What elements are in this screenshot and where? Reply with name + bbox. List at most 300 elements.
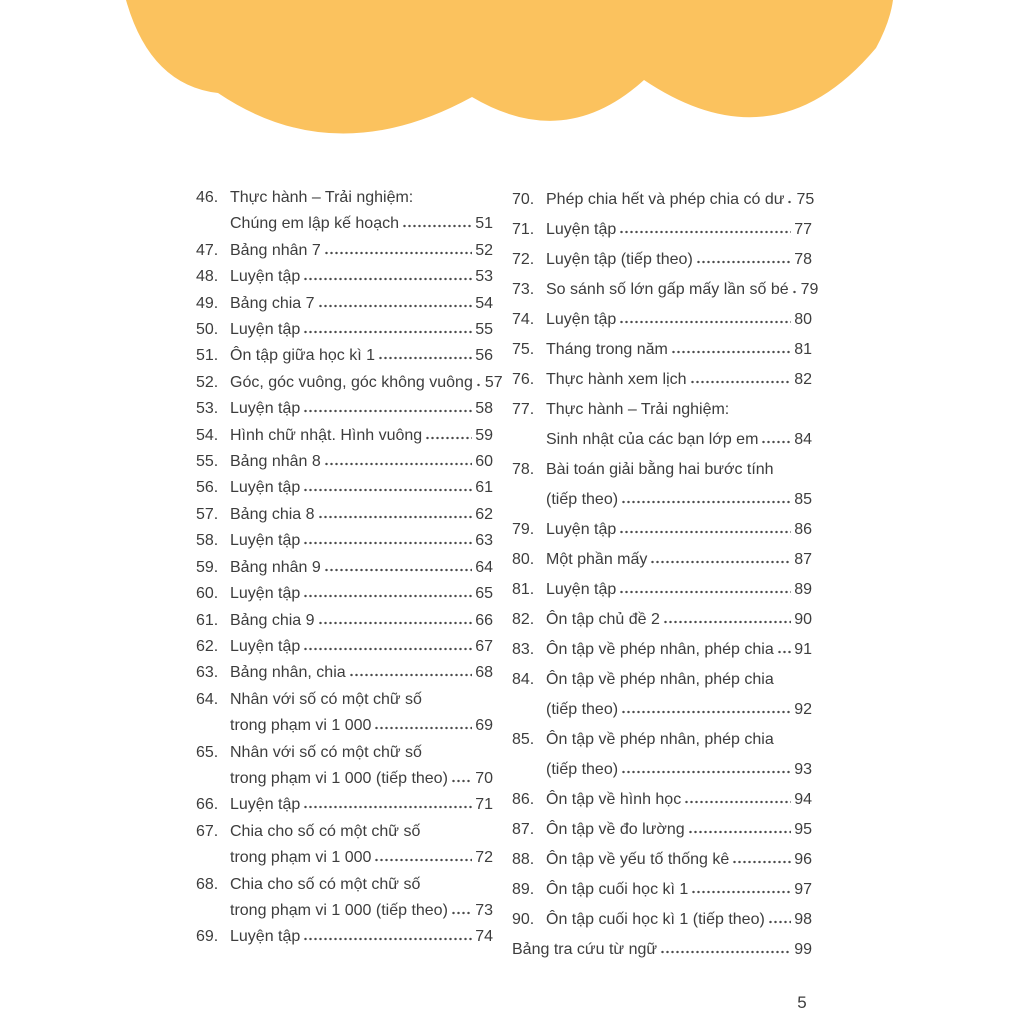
toc-entry-content (230, 660, 493, 686)
toc-entry (196, 264, 493, 290)
toc-entry-line (230, 528, 493, 554)
toc-entry-line (546, 245, 812, 275)
dotted-leader (303, 330, 472, 334)
toc-entry-content (546, 455, 812, 515)
toc-entry-title: Luyện tập (230, 928, 301, 946)
dotted-leader (691, 890, 791, 894)
toc-entry-page: 74 (475, 928, 493, 946)
toc-entry-line (230, 555, 493, 581)
toc-entry (512, 275, 819, 305)
dotted-leader (324, 568, 472, 572)
toc-entry-content (230, 475, 493, 501)
toc-entry-number: 78. (512, 461, 535, 478)
dotted-leader (303, 647, 472, 651)
toc-entry-page: 79 (800, 281, 819, 298)
toc-entry-page: 57 (484, 373, 503, 391)
toc-entry-page: 90 (794, 611, 812, 628)
toc-entry-line (546, 365, 812, 395)
toc-entry-content (546, 575, 812, 605)
toc-entry-page: 78 (794, 251, 812, 268)
toc-entry-page: 80 (794, 311, 812, 328)
toc-entry-line (546, 635, 812, 665)
toc-entry-line (546, 215, 812, 245)
toc-entry-page: 99 (794, 941, 812, 958)
toc-entry-line (230, 343, 493, 369)
toc-entry (196, 660, 493, 686)
toc-entry-line (230, 502, 493, 528)
toc-entry-content (546, 305, 812, 335)
dotted-leader (621, 710, 791, 714)
toc-entry-number: 88. (512, 851, 535, 868)
toc-entry-page: 59 (475, 426, 493, 444)
dotted-leader (402, 224, 472, 228)
toc-entry-title: Sinh nhật của các bạn lớp em (546, 431, 759, 448)
toc-entry-page: 52 (475, 241, 493, 259)
toc-entry-number: 59. (196, 558, 219, 576)
toc-entry-title: Bảng chia 7 (230, 294, 315, 312)
toc-entry (196, 317, 493, 343)
toc-entry-line (230, 634, 493, 660)
toc-entry-line (546, 335, 812, 365)
toc-entry-line (546, 425, 812, 455)
toc-entry-number: 82. (512, 611, 535, 628)
toc-entry-title: Luyện tập (230, 532, 301, 550)
dotted-leader (303, 594, 472, 598)
toc-entry-title: Luyện tập (230, 321, 301, 339)
toc-entry-title: Bài toán giải bằng hai bước tính (546, 461, 774, 478)
toc-entry-content (230, 370, 503, 396)
toc-entry-content (546, 545, 812, 575)
toc-entry-title: Bảng chia 9 (230, 611, 315, 629)
toc-entry (512, 545, 812, 575)
toc-entry (196, 872, 493, 925)
toc-entry-page: 69 (475, 717, 493, 735)
toc-entry (512, 815, 812, 845)
toc-entry-number: 81. (512, 581, 535, 598)
toc-entry-line (546, 305, 812, 335)
toc-entry-line (230, 766, 493, 792)
toc-entry-page: 55 (475, 321, 493, 339)
toc-entry-line (546, 185, 815, 215)
toc-entry-title: Ôn tập về phép nhân, phép chia (546, 671, 774, 688)
toc-entry-number: 61. (196, 611, 219, 629)
dotted-leader (619, 590, 791, 594)
toc-entry-content (230, 872, 493, 925)
toc-entry-content (230, 924, 493, 950)
toc-entry-content (230, 317, 493, 343)
toc-entry-title: So sánh số lớn gấp mấy lần số bé (546, 281, 789, 298)
toc-entry-content (230, 581, 493, 607)
toc-entry-content (230, 555, 493, 581)
dotted-leader (619, 230, 791, 234)
toc-entry-number: 50. (196, 321, 219, 339)
toc-entry-page: 95 (794, 821, 812, 838)
toc-entry-page: 93 (794, 761, 812, 778)
toc-entry-title: Luyện tập (546, 311, 617, 328)
toc-entry-line (546, 545, 812, 575)
toc-entry (512, 785, 812, 815)
toc-entry-content (230, 687, 493, 740)
toc-entry-page: 73 (475, 901, 493, 919)
toc-entry-page: 84 (794, 431, 812, 448)
cloud-banner (0, 0, 1024, 180)
dotted-leader (374, 858, 472, 862)
toc-entry (512, 365, 812, 395)
dotted-leader (378, 356, 472, 360)
toc-entry-line (546, 605, 812, 635)
toc-entry-title: Ôn tập chủ đề 2 (546, 611, 660, 628)
dotted-leader (619, 530, 791, 534)
dotted-leader (688, 830, 792, 834)
toc-entry-content (230, 502, 493, 528)
toc-entry-content (546, 725, 812, 785)
toc-entry (196, 291, 493, 317)
toc-entry (196, 687, 493, 740)
toc-entry-number: 83. (512, 641, 535, 658)
toc-entry-number: 84. (512, 671, 535, 688)
toc-entry-title: Thực hành xem lịch (546, 371, 687, 388)
toc-entry-content (230, 792, 493, 818)
toc-entry (196, 185, 493, 238)
dotted-leader (303, 409, 472, 413)
toc-entry-number: 68. (196, 875, 219, 893)
toc-entry-title: Luyện tập (546, 221, 617, 238)
toc-entry-line (546, 485, 812, 515)
toc-entry-page: 60 (475, 453, 493, 471)
toc-entry-page: 98 (794, 911, 812, 928)
toc-entry-line (230, 238, 493, 264)
dotted-leader (451, 779, 472, 783)
toc-entry-number: 65. (196, 743, 219, 761)
toc-entry (196, 581, 493, 607)
toc-entry-title: Bảng tra cứu từ ngữ (512, 941, 658, 958)
toc-entry-title: (tiếp theo) (546, 701, 619, 718)
dotted-leader (303, 937, 472, 941)
toc-entry-title: trong phạm vi 1 000 (tiếp theo) (230, 901, 448, 919)
dotted-leader (621, 770, 791, 774)
toc-entry-number: 54. (196, 426, 219, 444)
toc-entry (196, 370, 503, 396)
dotted-leader (303, 805, 472, 809)
toc-entry-line (230, 924, 493, 950)
toc-entry (512, 335, 812, 365)
toc-entry-line (546, 845, 812, 875)
toc-entry-title: Luyện tập (tiếp theo) (546, 251, 693, 268)
toc-entry-content (230, 238, 493, 264)
dotted-leader (303, 277, 472, 281)
toc-entry-title: Ôn tập về phép nhân, phép chia (546, 731, 774, 748)
toc-entry-content (230, 264, 493, 290)
toc-entry-content (230, 449, 493, 475)
toc-entry-number: 62. (196, 637, 219, 655)
toc-entry-title: Bảng nhân 7 (230, 241, 321, 259)
toc-entry-page: 70 (475, 769, 493, 787)
toc-entry-title: Ôn tập về hình học (546, 791, 682, 808)
toc-entry-number: 51. (196, 347, 219, 365)
toc-entry-line (230, 713, 493, 739)
toc-entry-page: 72 (475, 849, 493, 867)
toc-entry-page: 56 (475, 347, 493, 365)
toc-entry-line (230, 264, 493, 290)
toc-entry-content (546, 605, 812, 635)
toc-entry (512, 185, 815, 215)
toc-entry-title: trong phạm vi 1 000 (230, 717, 372, 735)
toc-entry-number: 46. (196, 189, 219, 206)
toc-entry-page: 68 (475, 664, 493, 682)
toc-entry-title: Thực hành – Trải nghiệm: (230, 189, 414, 206)
toc-entry-content (546, 875, 812, 905)
toc-entry (196, 634, 493, 660)
toc-entry-number: 56. (196, 479, 219, 497)
toc-entry-number: 75. (512, 341, 535, 358)
toc-entry (512, 455, 812, 515)
toc-entry-number: 58. (196, 532, 219, 550)
toc-entry-line (546, 575, 812, 605)
toc-entry-line (230, 449, 493, 475)
dotted-leader (374, 726, 472, 730)
toc-entry-line (546, 515, 812, 545)
dotted-leader (761, 440, 791, 444)
toc-entry-content (230, 396, 493, 422)
toc-entry-page: 61 (475, 479, 493, 497)
toc-entry-page: 87 (794, 551, 812, 568)
toc-entry-title: Luyện tập (230, 400, 301, 418)
toc-entry-number: 72. (512, 251, 535, 268)
dotted-leader (777, 650, 791, 654)
toc-entry (196, 343, 493, 369)
toc-entry-line (230, 370, 503, 396)
toc-entry-number: 69. (196, 928, 219, 946)
toc-entry-title: Ôn tập về yếu tố thống kê (546, 851, 730, 868)
toc-entry-title: (tiếp theo) (546, 761, 619, 778)
toc-entry-line (230, 792, 493, 818)
toc-entry-title: Ôn tập về đo lường (546, 821, 685, 838)
toc-entry-content (546, 395, 812, 455)
dotted-leader (690, 380, 792, 384)
toc-entry-page: 63 (475, 532, 493, 550)
toc-entry-content (546, 335, 812, 365)
toc-entry (512, 875, 812, 905)
toc-entry-title: Bảng nhân 9 (230, 558, 321, 576)
toc-entry-title: Một phần mấy (546, 551, 648, 568)
toc-entry-title: Bảng chia 8 (230, 505, 315, 523)
toc-entry-page: 91 (794, 641, 812, 658)
toc-entry (512, 725, 812, 785)
toc-entry-number: 85. (512, 731, 535, 748)
toc-entry-title: Ôn tập về phép nhân, phép chia (546, 641, 774, 658)
toc-entry-content (546, 185, 815, 215)
toc-entry (196, 740, 493, 793)
toc-entry-title: Luyện tập (230, 479, 301, 497)
dotted-leader (303, 488, 472, 492)
dotted-leader (318, 621, 473, 625)
toc-entry-content (230, 185, 493, 238)
toc-entry (512, 635, 812, 665)
toc-entry (512, 935, 812, 965)
toc-entry-line (546, 875, 812, 905)
toc-entry-content (512, 935, 812, 965)
toc-entry-page: 82 (794, 371, 812, 388)
toc-left-column (196, 185, 503, 951)
toc-entry-title: Chia cho số có một chữ số (230, 875, 421, 893)
toc-entry-number: 80. (512, 551, 535, 568)
toc-entry-line (512, 935, 812, 965)
toc-entry-page: 53 (475, 268, 493, 286)
dotted-leader (476, 383, 482, 387)
dotted-leader (318, 304, 473, 308)
toc-entry-content (546, 365, 812, 395)
toc-entry-content (546, 245, 812, 275)
dotted-leader (660, 950, 791, 954)
toc-entry-number: 73. (512, 281, 535, 298)
toc-entry-title: Tháng trong năm (546, 341, 668, 358)
toc-entry-title: (tiếp theo) (546, 491, 619, 508)
dotted-leader (621, 500, 791, 504)
toc-entry-title: Ôn tập giữa học kì 1 (230, 347, 376, 365)
dotted-leader (425, 436, 472, 440)
toc-entry-content (546, 515, 812, 545)
dotted-leader (619, 320, 791, 324)
toc-entry-title: Chia cho số có một chữ số (230, 822, 421, 840)
toc-entry-page: 86 (794, 521, 812, 538)
dotted-leader (732, 860, 791, 864)
toc-entry-line (230, 423, 493, 449)
toc-entry-line (230, 475, 493, 501)
toc-entry-title: Thực hành – Trải nghiệm: (546, 401, 730, 418)
toc-entry-title: Ôn tập cuối học kì 1 (tiếp theo) (546, 911, 765, 928)
toc-entry-page: 85 (794, 491, 812, 508)
toc-entry-number: 66. (196, 796, 219, 814)
toc-entry-content (230, 343, 493, 369)
toc-entry-title: Nhân với số có một chữ số (230, 690, 422, 708)
toc-entry-number: 63. (196, 664, 219, 682)
toc-entry-line (546, 695, 812, 725)
toc-entry-content (546, 845, 812, 875)
dotted-leader (663, 620, 791, 624)
cloud-shape (126, 0, 893, 134)
toc-entry-number: 87. (512, 821, 535, 838)
dotted-leader (671, 350, 791, 354)
toc-entry-line (546, 785, 812, 815)
toc-entry-number: 89. (512, 881, 535, 898)
toc-entry-number: 90. (512, 911, 535, 928)
toc-entry-content (546, 635, 812, 665)
toc-entry-line (230, 845, 493, 871)
toc-entry-number: 55. (196, 453, 219, 471)
toc-entry (196, 528, 493, 554)
toc-entry-title: Luyện tập (230, 796, 301, 814)
toc-entry-number: 79. (512, 521, 535, 538)
toc-entry-number: 49. (196, 294, 219, 312)
toc-entry-content (230, 634, 493, 660)
toc-entry (512, 305, 812, 335)
toc-entry-number: 70. (512, 191, 535, 208)
toc-entry-line (546, 755, 812, 785)
dotted-leader (787, 200, 793, 204)
toc-entry-page: 66 (475, 611, 493, 629)
toc-entry-number: 64. (196, 690, 219, 708)
toc-right-column (512, 185, 819, 965)
toc-entry-content (230, 291, 493, 317)
toc-entry-line (230, 396, 493, 422)
toc-entry-title: Hình chữ nhật. Hình vuông (230, 426, 423, 444)
toc-entry-line (230, 608, 493, 634)
toc-entry (196, 475, 493, 501)
toc-entry-title: trong phạm vi 1 000 (230, 849, 372, 867)
toc-entry-title: Luyện tập (230, 585, 301, 603)
dotted-leader (303, 541, 472, 545)
toc-entry-page: 89 (794, 581, 812, 598)
toc-entry-page: 64 (475, 558, 493, 576)
toc-entry-page: 65 (475, 585, 493, 603)
toc-entry-page: 77 (794, 221, 812, 238)
toc-entry-number: 76. (512, 371, 535, 388)
toc-entry-page: 54 (475, 294, 493, 312)
toc-entry-page: 58 (475, 400, 493, 418)
toc-entry (512, 665, 812, 725)
toc-entry-page: 92 (794, 701, 812, 718)
toc-entry-content (546, 275, 819, 305)
toc-entry-title: Nhân với số có một chữ số (230, 743, 422, 761)
toc-entry (196, 449, 493, 475)
toc-entry-page: 94 (794, 791, 812, 808)
toc-entry-line (546, 815, 812, 845)
toc-entry-number: 74. (512, 311, 535, 328)
toc-entry-page: 97 (794, 881, 812, 898)
toc-entry-title: Luyện tập (230, 637, 301, 655)
toc-entry (512, 575, 812, 605)
toc-entry (512, 845, 812, 875)
toc-entry-content (230, 608, 493, 634)
toc-entry (196, 555, 493, 581)
toc-entry (196, 608, 493, 634)
page-number: 5 (797, 993, 807, 1012)
toc-entry (196, 792, 493, 818)
toc-entry (512, 605, 812, 635)
toc-entry-title: Luyện tập (546, 521, 617, 538)
toc-entry-title: Góc, góc vuông, góc không vuông (230, 373, 473, 391)
toc-entry-line (546, 275, 819, 305)
toc-entry-content (546, 215, 812, 245)
toc-entry (196, 502, 493, 528)
toc-entry-title: Phép chia hết và phép chia có dư (546, 191, 785, 208)
toc-entry (196, 423, 493, 449)
dotted-leader (684, 800, 791, 804)
dotted-leader (768, 920, 791, 924)
toc-entry (196, 924, 493, 950)
toc-entry-line (230, 581, 493, 607)
toc-entry-content (546, 905, 812, 935)
toc-entry-number: 86. (512, 791, 535, 808)
toc-entry-number: 77. (512, 401, 535, 418)
toc-entry-title: Ôn tập cuối học kì 1 (546, 881, 689, 898)
toc-entry (196, 238, 493, 264)
toc-entry-content (546, 665, 812, 725)
toc-entry-line (230, 317, 493, 343)
toc-entry (512, 245, 812, 275)
dotted-leader (792, 290, 798, 294)
toc-entry-number: 53. (196, 400, 219, 418)
toc-entry-number: 67. (196, 822, 219, 840)
toc-entry-number: 57. (196, 505, 219, 523)
toc-entry (512, 395, 812, 455)
toc-entry-title: Luyện tập (546, 581, 617, 598)
toc-entry (512, 905, 812, 935)
toc-entry-content (546, 815, 812, 845)
toc-entry-page: 81 (794, 341, 812, 358)
toc-entry-line (230, 660, 493, 686)
toc-entry (512, 515, 812, 545)
